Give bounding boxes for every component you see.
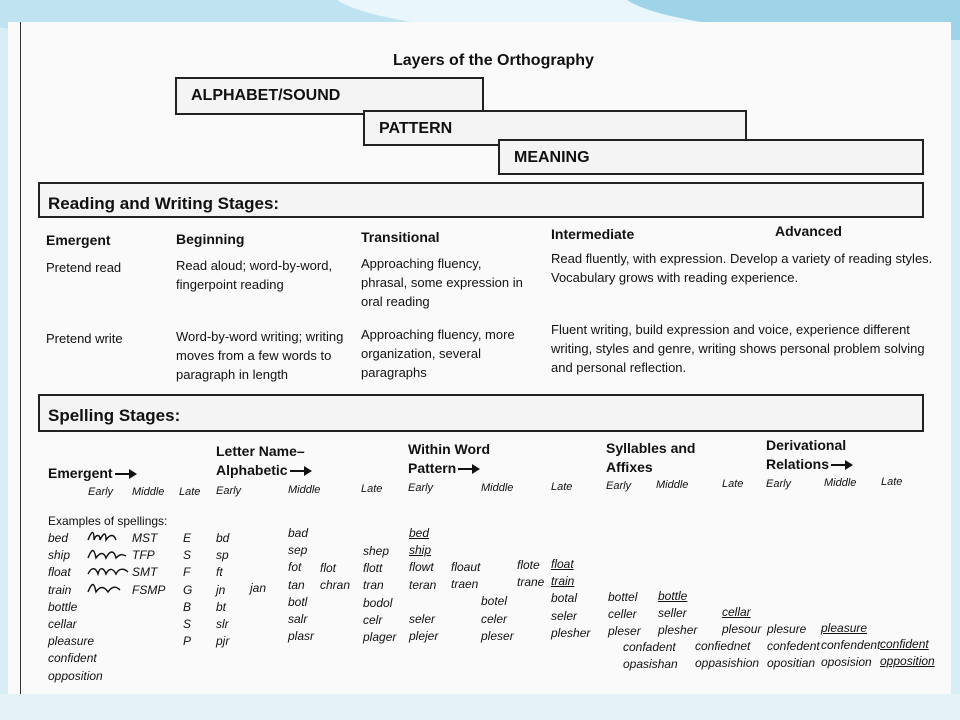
sublabel: Early [408,482,434,494]
spell-stage-emergent: Emergent [48,465,133,481]
read-transitional: Approaching fluency, phrasal, some expression in oral reading [361,256,523,309]
scribble-writing-samples [86,528,134,598]
spell-stage-syllables: Syllables and Affixes [606,440,696,475]
derivational-early-col: plesure confedent opositian [767,622,820,671]
sublabel: Middle [288,484,321,496]
sublabel: Late [722,478,744,490]
sublabel: Early [216,485,242,497]
sublabel: Early [606,480,632,492]
letter-name-early-extra: jan [250,581,267,595]
emergent-late-col: E S F G B S P [183,531,193,649]
stage-transitional: Transitional [361,229,440,245]
sublabel: Middle [824,477,857,489]
stage-intermediate: Intermediate [551,226,635,242]
sublabel: Early [766,478,792,490]
letter-name-middle-col: bad sep fot tan botl salr plasr [288,526,315,644]
within-word-middle-col: floaut traen botel celer pleser [451,560,514,643]
document-title: Layers of the Orthography [393,52,594,69]
write-transitional: Approaching fluency, more organization, several paragraphs [361,327,515,380]
read-intermediate: Read fluently, with expression. Develop a variety of reading styles. Vocabulary grows with reading experience. [551,251,933,285]
write-intermediate: Fluent writing, build expression and voice, experience different writing, styles and genre, writing shows personal problem solving and personal reflection. [551,322,925,375]
stage-advanced: Advanced [775,223,842,239]
syllables-early-extra: confadent opasishan [623,640,678,672]
spelling-stages-heading-bar [38,394,924,432]
spell-stage-letter-name: Letter Name– Alphabetic [216,442,308,480]
arrow-right-icon [831,464,849,466]
spelling-words-list: bed ship float train bottle cellar pleasure confident opposition [48,531,103,683]
sublabel: Middle [132,486,165,498]
section-heading: Reading and Writing Stages: [48,194,280,213]
emergent-middle-col: MST TFP SMT FSMP [132,531,166,597]
stage-emergent: Emergent [46,232,111,248]
spell-stage-within-word: Within Word Pattern [408,441,491,476]
examples-label: Examples of spellings: [48,514,168,528]
sublabel: Middle [481,482,514,494]
layer-meaning [498,139,924,175]
within-word-late-col: float train botal seler plesher [551,557,591,640]
sublabel: Late [361,483,383,495]
arrow-right-icon [290,470,308,472]
sublabel: Middle [656,479,689,491]
bottom-band [0,694,960,720]
layer-label: ALPHABET/SOUND [191,87,341,104]
syllables-middle-extra: confiednet oppasishion [695,639,760,671]
letter-name-middle-extra: flot chran [320,561,351,593]
document-sheet [8,22,951,694]
syllables-middle-col: bottle seller plesher [658,589,698,638]
derivational-late-col: confident opposition [880,637,935,669]
spell-stage-derivational: Derivational Relations [766,436,849,474]
section-heading: Spelling Stages: [48,406,181,425]
letter-name-late-col: shep flott tran bodol celr plager [363,544,397,645]
stage-beginning: Beginning [176,231,245,247]
within-word-middle-extra: flote trane [517,558,545,590]
sublabel: Late [881,476,903,488]
write-beginning: Word-by-word writing; writing moves from a few words to paragraph in length [176,329,344,382]
row-label-read: Pretend read [46,260,122,275]
sublabel: Late [551,481,573,493]
syllables-late-col: cellar plesour [722,605,762,637]
layer-label: MEANING [514,149,590,166]
layer-label: PATTERN [379,120,453,137]
syllables-early-col: bottel celler pleser [608,590,641,639]
arrow-right-icon [115,473,133,475]
row-label-write: Pretend write [46,331,123,346]
sublabel: Late [179,486,201,498]
read-beginning: Read aloud; word-by-word, fingerpoint reading [176,258,333,292]
reading-writing-heading-bar [38,182,924,218]
derivational-middle-col: pleasure confendent oposision [821,621,881,670]
sublabel: Early [88,486,114,498]
letter-name-early-col: bd sp ft jn bt slr pjr [216,531,230,649]
within-word-early-col: bed ship flowt teran seler plejer [409,526,439,644]
arrow-right-icon [458,468,476,470]
